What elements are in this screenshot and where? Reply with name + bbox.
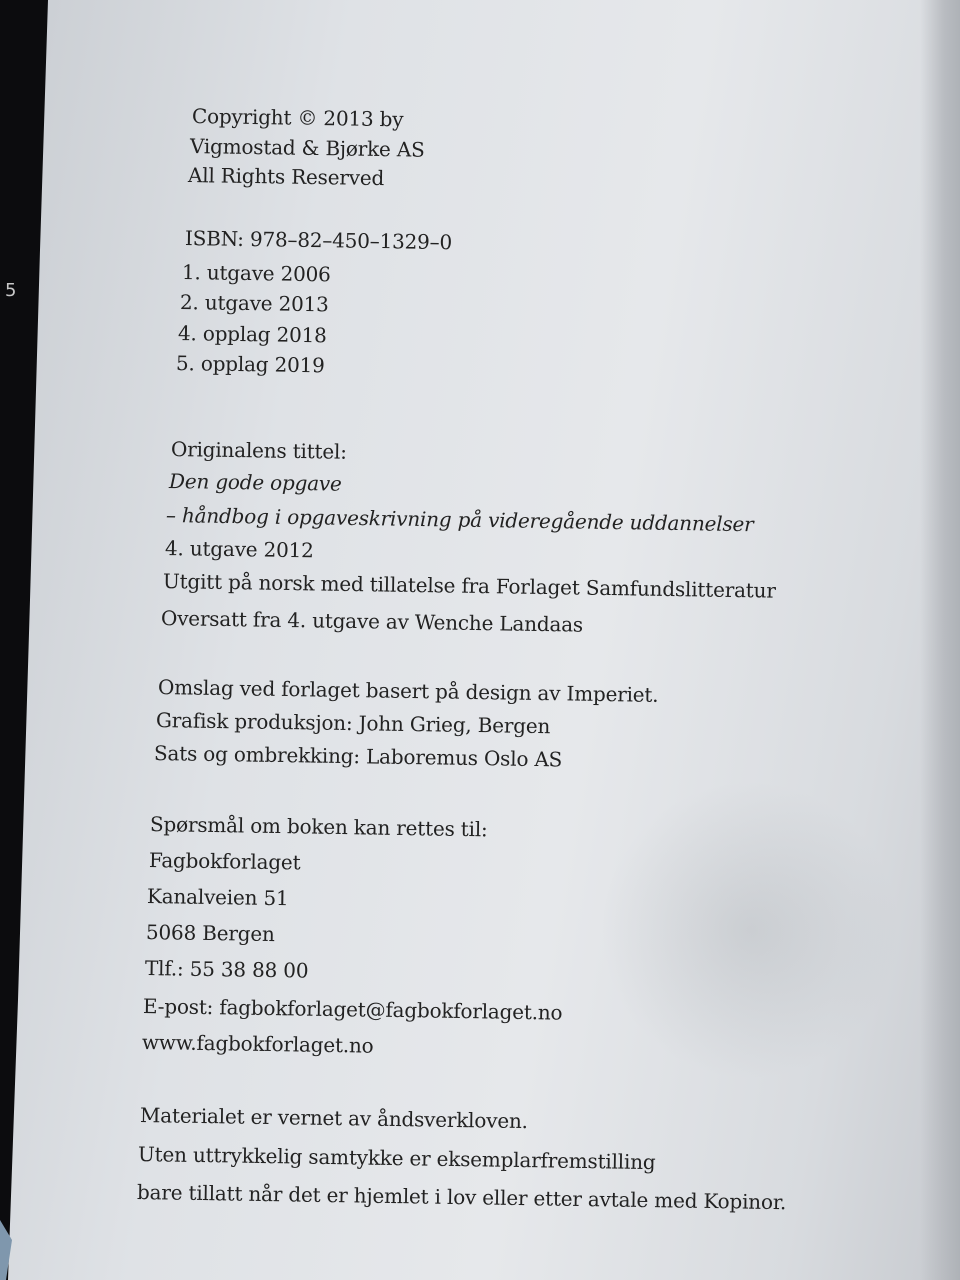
- publisher-name: Fagbokforlaget: [148, 848, 301, 875]
- street-address: Kanalveien 51: [146, 884, 289, 911]
- cover-credit: Omslag ved forlaget basert på design av Imperiet.: [157, 675, 659, 707]
- website: www.fagbokforlaget.no: [141, 1030, 374, 1058]
- translator-line: Oversatt fra 4. utgave av Wenche Landaas: [160, 606, 584, 637]
- edition-line: 2. utgave 2013: [179, 290, 329, 317]
- page-number: 5: [5, 280, 17, 301]
- contact-intro: Spørsmål om boken kan rettes til:: [149, 812, 488, 842]
- copyright-holder: Vigmostad & Bjørke AS: [189, 134, 425, 162]
- original-title-label: Originalens tittel:: [170, 437, 347, 464]
- postal-address: 5068 Bergen: [145, 920, 275, 947]
- legal-line: bare tillatt når det er hjemlet i lov eller etter avtale med Kopinor.: [136, 1180, 787, 1215]
- permission-line: Utgitt på norsk med tillatelse fra Forlaget Samfundslitteratur: [162, 569, 776, 603]
- edition-line: 4. opplag 2018: [177, 321, 327, 348]
- light-shadow: [600, 780, 900, 1080]
- print-credit: Grafisk produksjon: John Grieg, Bergen: [155, 708, 551, 739]
- right-page-edge: [920, 0, 960, 1280]
- typesetting-credit: Sats og ombrekking: Laboremus Oslo AS: [153, 741, 563, 772]
- original-edition: 4. utgave 2012: [164, 536, 314, 563]
- edition-line: 5. opplag 2019: [175, 351, 325, 378]
- edition-line: 1. utgave 2006: [181, 260, 331, 287]
- left-page-shadow: [0, 0, 60, 1280]
- original-subtitle: – håndbog i opgaveskrivning på videregående uddannelser: [165, 503, 754, 537]
- isbn: ISBN: 978–82–450–1329–0: [184, 226, 453, 255]
- rights-reserved: All Rights Reserved: [187, 163, 385, 191]
- email: E-post: fagbokforlaget@fagbokforlaget.no: [142, 994, 563, 1025]
- legal-line: Materialet er vernet av åndsverkloven.: [139, 1103, 528, 1134]
- original-title: Den gode opgave: [168, 469, 342, 496]
- phone: Tlf.: 55 38 88 00: [144, 956, 309, 983]
- copyright-line: Copyright © 2013 by: [191, 104, 404, 132]
- legal-line: Uten uttrykkelig samtykke er eksemplarfremstilling: [137, 1142, 656, 1175]
